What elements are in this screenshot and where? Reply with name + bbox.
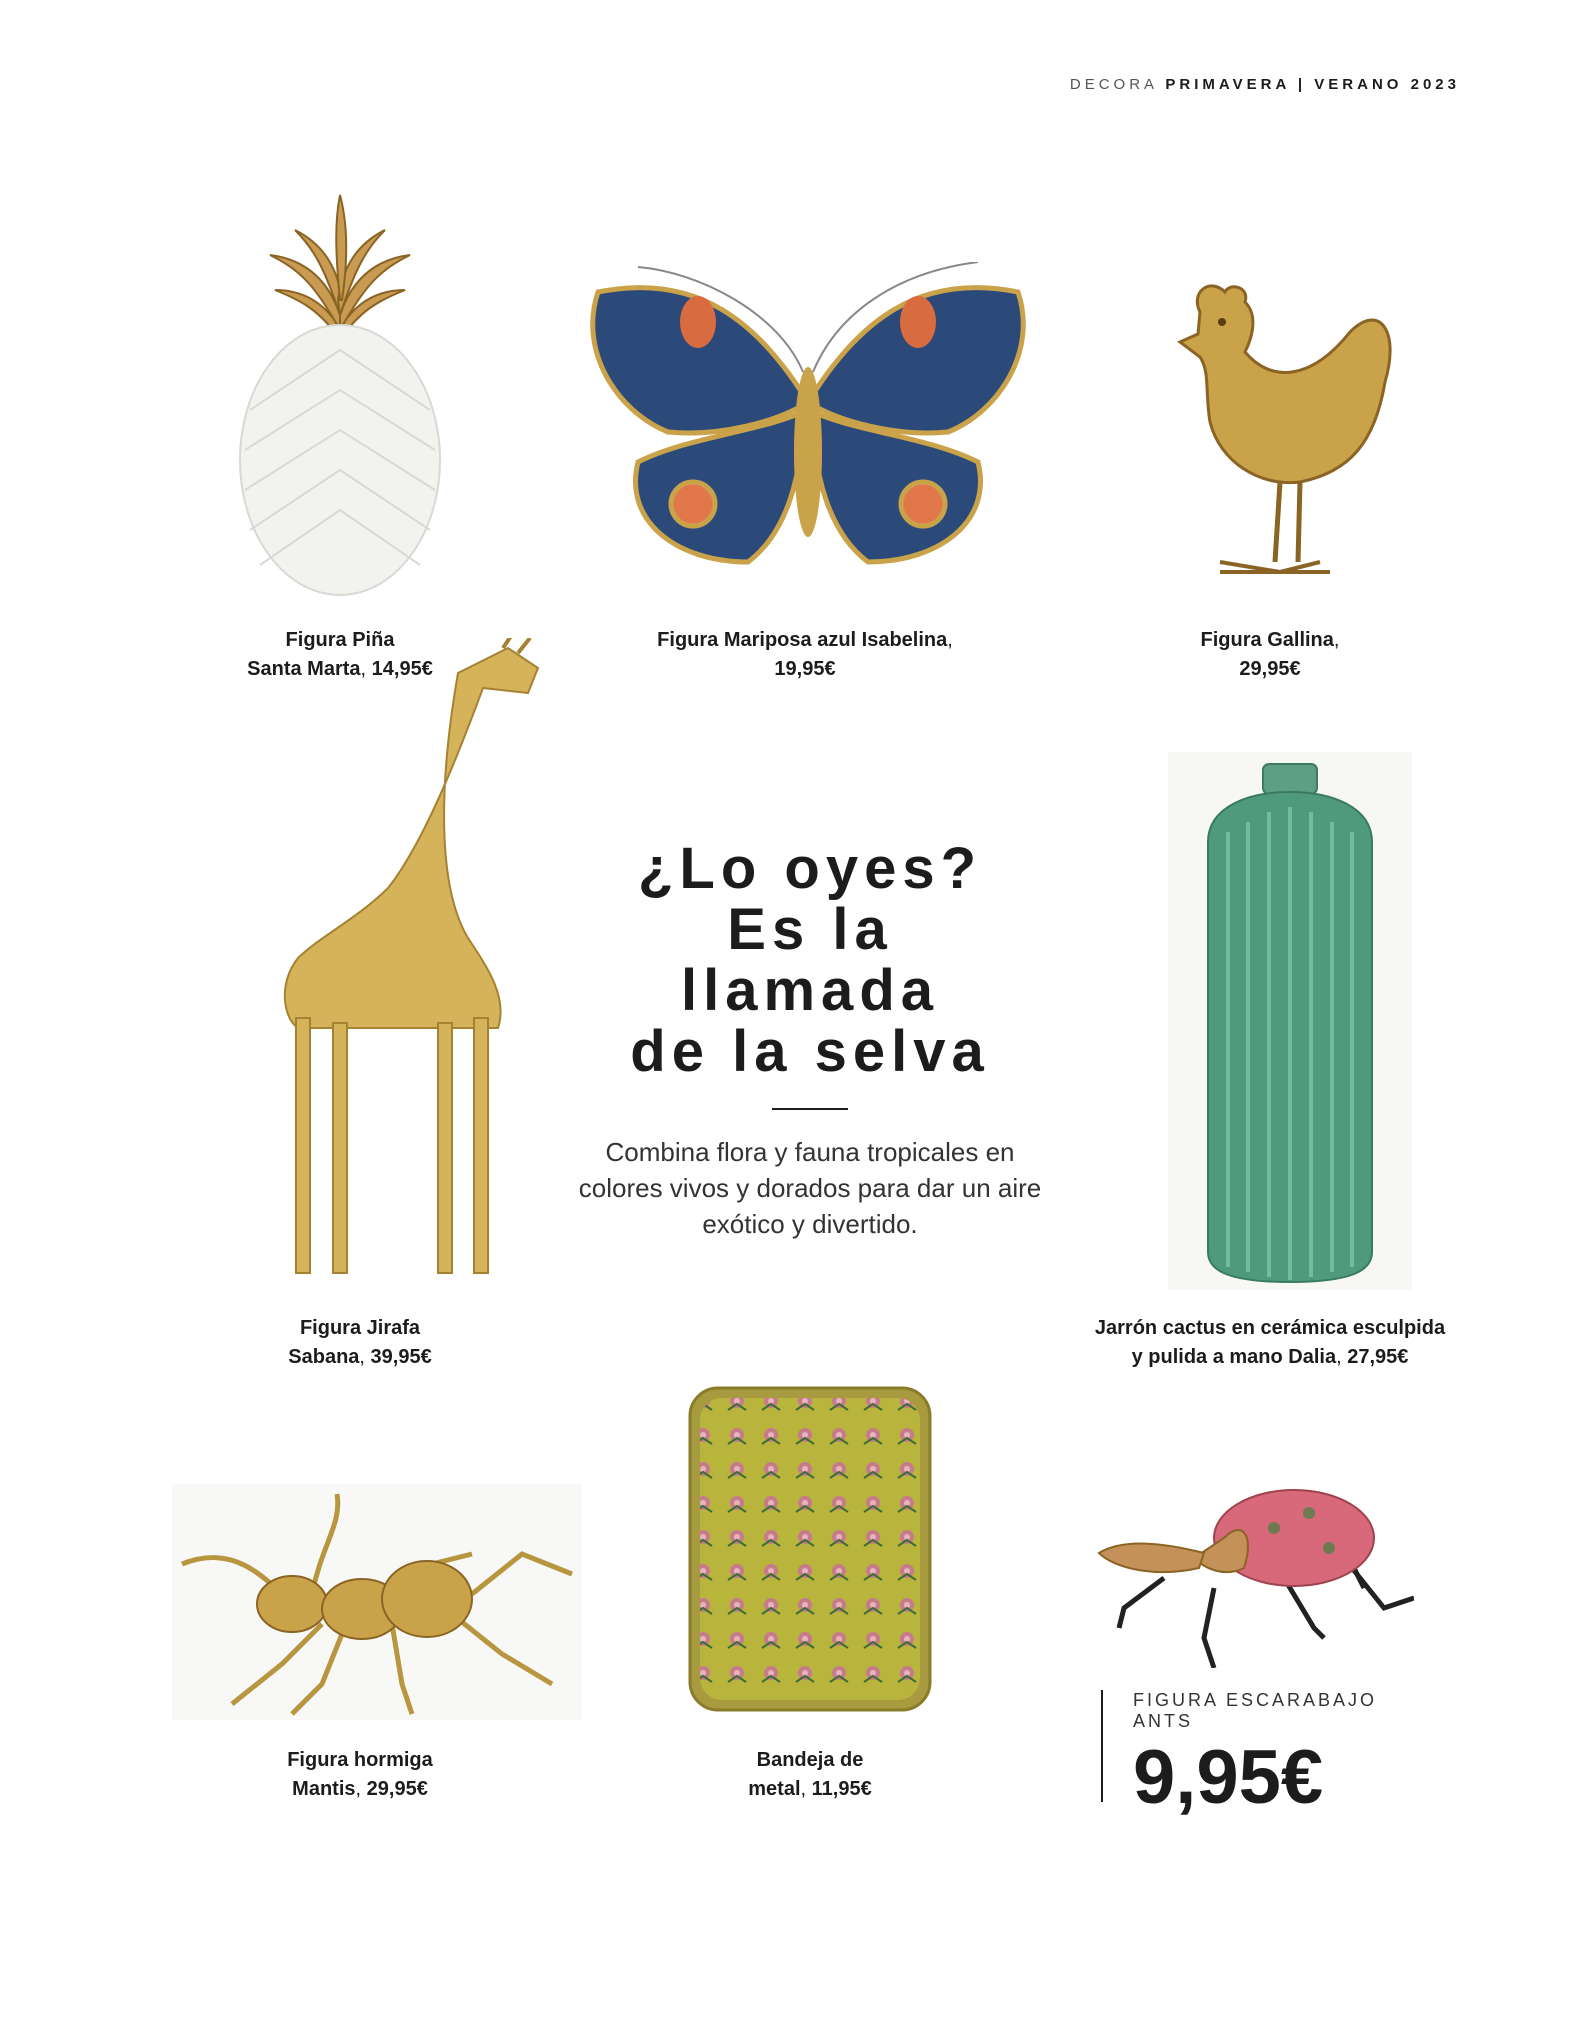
ant-name-line2: Mantis [292,1778,356,1800]
giraffe-name-line2: Sabana [288,1346,360,1368]
tray-name-line2: metal [748,1778,801,1800]
ant-price: 29,95€ [366,1778,428,1800]
header-brand: DECORA [1069,76,1158,93]
hero-title-line-2: Es la [727,897,893,962]
tray-name-line1: Bandeja de [756,1749,864,1771]
pineapple-name-line2: Santa Marta [247,658,361,680]
vase-name-line2: y pulida a mano Dalia [1131,1346,1337,1368]
butterfly-caption: Figura Mariposa azul Isabelina, 19,95€ [600,626,1010,684]
pineapple-price: 14,95€ [371,658,433,680]
beetle-promo-price: 9,95€ [1133,1735,1324,1820]
page-header [1070,76,1460,93]
cactus-vase-image[interactable] [1168,752,1412,1290]
hen-name: Figura Gallina [1200,629,1334,651]
pineapple-name-line1: Figura Piña [285,629,395,651]
butterfly-figure-image[interactable] [578,262,1038,582]
giraffe-figure-image[interactable] [238,638,608,1298]
header-season: PRIMAVERA | VERANO 2023 [1165,76,1460,93]
vase-caption: Jarrón cactus en cerámica esculpida y pulida a mano Dalia, 27,95€ [1060,1314,1480,1372]
hero-block [560,838,1060,1242]
ant-caption: Figura hormiga Mantis, 29,95€ [210,1746,510,1804]
beetle-promo-name-line2: ANTS [1133,1711,1194,1731]
hen-caption: Figura Gallina, 29,95€ [1120,626,1420,684]
hero-title [560,838,1060,1082]
vase-price: 27,95€ [1347,1346,1409,1368]
ant-name-line1: Figura hormiga [287,1749,433,1771]
hen-price: 29,95€ [1239,658,1301,680]
ant-figure-image[interactable] [172,1484,582,1720]
hero-divider [772,1108,848,1110]
butterfly-name: Figura Mariposa azul Isabelina [657,629,948,651]
metal-tray-image[interactable] [686,1384,934,1714]
giraffe-caption: Figura Jirafa Sabana, 39,95€ [210,1314,510,1372]
hen-figure-image[interactable] [1150,272,1402,602]
beetle-promo [1101,1690,1483,1820]
giraffe-price: 39,95€ [370,1346,432,1368]
pineapple-caption: Figura Piña Santa Marta, 14,95€ [190,626,490,684]
beetle-figure-image[interactable] [1094,1468,1414,1668]
butterfly-price: 19,95€ [774,658,836,680]
hero-description: Combina flora y fauna tropicales en colores vivos y dorados para dar un aire exótico y divertido. [578,1137,1042,1239]
pineapple-figure-image[interactable] [230,190,450,610]
hero-title-line-3: llamada [681,958,939,1023]
beetle-promo-name-line1: FIGURA ESCARABAJO [1133,1690,1378,1710]
tray-price: 11,95€ [811,1778,872,1800]
beetle-promo-name [1133,1690,1433,1732]
giraffe-name-line1: Figura Jirafa [299,1317,421,1339]
hero-title-line-4: de la selva [630,1019,990,1084]
tray-caption: Bandeja de metal, 11,95€ [660,1746,960,1804]
vase-name-line1: Jarrón cactus en cerámica esculpida [1094,1317,1446,1339]
hero-title-line-1: ¿Lo oyes? [637,836,983,901]
